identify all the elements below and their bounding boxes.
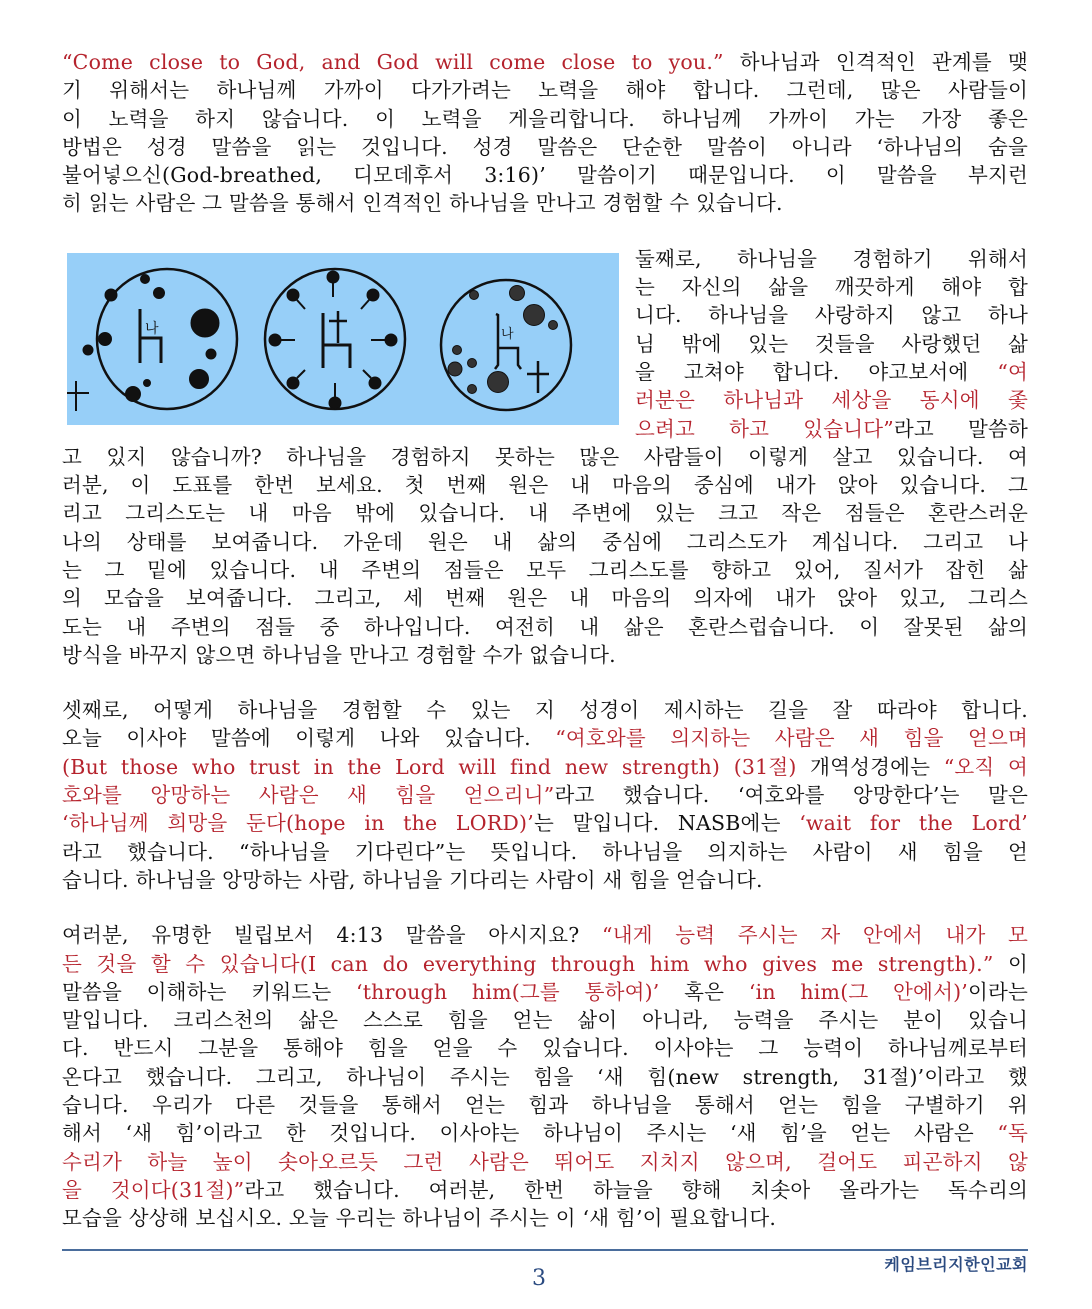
circle-self-with-christ-inside (441, 280, 571, 410)
circle-self-centered (67, 269, 237, 411)
text-line: 도는 내 주변의 점들 중 하나입니다. 여전히 내 삶은 혼란스럽습니다. 이 잘못된 삶의 (62, 614, 1028, 639)
text-line: 을 고쳐야 합니다. 야고보서에 “여 (635, 359, 1028, 384)
text-line: 든 것을 할 수 있습니다(I can do everything through him who gives me strength).” 이 (62, 951, 1028, 976)
text-line: ‘하나님께 희망을 둔다(hope in the LORD)’는 말입니다. NASB에는 ‘wait for the Lord’ (62, 811, 1028, 836)
paragraph-2 (62, 443, 1028, 669)
scripture-quote: “Come close to God, and God will come close to you.” (62, 50, 724, 74)
text-line: 불어넣으신(God-breathed, 디모데후서 3:16)’ 말씀이기 때문입니다. 이 말씀을 부지런 (62, 163, 1028, 188)
text-line: 수리가 하늘 높이 솟아오르듯 그런 사람은 뛰어도 지치지 않으며, 걸어도 피곤하지 않 (62, 1149, 1028, 1174)
figure-block (62, 245, 1028, 443)
text-line: “Come close to God, and God will come close to you.” 하나님과 인격적인 관계를 맺 (62, 50, 1028, 74)
text-line: (But those who trust in the Lord will find new strength) (31절) 개역성경에는 “오직 여 (62, 754, 1028, 779)
text-line: 다. 반드시 그분을 통해야 힘을 얻을 수 있습니다. 이사야는 그 능력이 하나님께로부터 (62, 1036, 1028, 1061)
text-line: 해서 ‘새 힘’이라고 한 것입니다. 이사야는 하나님이 주시는 ‘새 힘’을 얻는 사람은 “독 (62, 1121, 1028, 1146)
svg-text:나: 나 (145, 320, 159, 337)
text-line: 온다고 했습니다. 그리고, 하나님이 주시는 힘을 ‘새 힘(new strength, 31절)’이라고 했 (62, 1064, 1028, 1089)
text-line: 고 있지 않습니까? 하나님을 경험하지 못하는 많은 사람들이 이렇게 살고 있습니다. 여 (62, 444, 1028, 469)
text-line: 러분, 이 도표를 한번 보세요. 첫 번째 원은 내 마음의 중심에 내가 앉아 있습니다. 그 (62, 473, 1028, 498)
text-line: 리고 그리스도는 내 마음 밖에 있습니다. 내 주변에 있는 크고 작은 점들은 혼란스러운 (62, 501, 1028, 526)
church-name: 케임브리지한인교회 (884, 1255, 1028, 1274)
text-line: 는 그 밑에 있습니다. 내 주변의 점들은 모두 그리스도를 향하고 있어, 질서가 잡힌 삶 (62, 557, 1028, 582)
footer-divider (62, 1249, 1028, 1251)
text-line: 이 노력을 하지 않습니다. 이 노력을 게을리합니다. 하나님께 가까이 가는 가장 좋은 (62, 106, 1028, 131)
text-line: 으려고 하고 있습니다”라고 말씀하 (635, 416, 1028, 441)
text-line: 말입니다. 크리스천의 삶은 스스로 힘을 얻는 삶이 아니라, 능력을 주시는 분이 있습니 (62, 1008, 1028, 1033)
side-text (635, 245, 1028, 443)
text-line: 러분은 하나님과 세상을 동시에 좇 (635, 388, 1028, 413)
text-line: 히 읽는 사람은 그 말씀을 통해서 인격적인 하나님을 만나고 경험할 수 있습니다. (62, 191, 783, 216)
circles-diagram-icon (67, 253, 619, 425)
text-line: 방법은 성경 말씀을 읽는 것입니다. 성경 말씀은 단순한 말씀이 아니라 ‘하나님의 숨을 (62, 134, 1028, 159)
text-line: 둘째로, 하나님을 경험하기 위해서 (635, 246, 1028, 271)
text-line: 호와를 앙망하는 사람은 새 힘을 얻으리니”라고 했습니다. ‘여호와를 앙망한다’는 말은 (62, 783, 1028, 808)
text-line: 을 것이다(31절)”라고 했습니다. 여러분, 한번 하늘을 향해 치솟아 올라가는 독수리의 (62, 1177, 1028, 1202)
text-line: 는 자신의 삶을 깨끗하게 해야 합 (635, 275, 1028, 300)
spacer (62, 894, 1028, 921)
text-line: 나의 상태를 보여줍니다. 가운데 원은 내 삶의 중심에 그리스도가 계십니다. 그리고 나 (62, 529, 1028, 554)
text-line: 말씀을 이해하는 키워드는 ‘through him(그를 통하여)’ 혹은 ‘in him(그 안에서)’이라는 (62, 979, 1028, 1004)
text-line: 라고 했습니다. “하나님을 기다린다”는 뜻입니다. 하나님을 의지하는 사람이 새 힘을 얻 (62, 839, 1028, 864)
text-line: 습니다. 우리가 다른 것들을 통해서 얻는 힘과 하나님을 통해서 얻는 힘을 구별하기 위 (62, 1093, 1028, 1118)
circle-christ-centered (265, 269, 405, 409)
text-line: 모습을 상상해 보십시오. 오늘 우리는 하나님이 주시는 이 ‘새 힘’이 필요합니다. (62, 1206, 777, 1231)
document-page (62, 48, 1028, 1233)
text-line: 니다. 하나님을 사랑하지 않고 하나 (635, 303, 1028, 328)
three-circles-diagram (67, 253, 619, 425)
text-line: 기 위해서는 하나님께 가까이 다가가려는 노력을 해야 합니다. 그런데, 많은 사람들이 (62, 78, 1028, 103)
text-line: 님 밖에 있는 것들을 사랑했던 삶 (635, 331, 1028, 356)
spacer (62, 218, 1028, 245)
text-line: 습니다. 하나님을 앙망하는 사람, 하나님을 기다리는 사람이 새 힘을 얻습니다. (62, 867, 763, 892)
text-line: 셋째로, 어떻게 하나님을 경험할 수 있는 지 성경이 제시하는 길을 잘 따라야 합니다. (62, 698, 1028, 723)
spacer (62, 669, 1028, 696)
text-line: 여러분, 유명한 빌립보서 4:13 말씀을 아시지요? “내게 능력 주시는 자 안에서 내가 모 (62, 923, 1028, 948)
paragraph-1 (62, 48, 1028, 218)
text-line: 오늘 이사야 말씀에 이렇게 나와 있습니다. “여호와를 의지하는 사람은 새 힘을 얻으며 (62, 726, 1028, 751)
paragraph-4 (62, 921, 1028, 1232)
paragraph-3 (62, 696, 1028, 894)
text-line: 방식을 바꾸지 않으면 하나님을 만나고 경험할 수가 없습니다. (62, 642, 616, 667)
svg-text:나: 나 (501, 326, 514, 342)
text-line: 의 모습을 보여줍니다. 그리고, 세 번째 원은 내 마음의 의자에 내가 앉아 있고, 그리스 (62, 586, 1028, 611)
page-number: 3 (532, 1266, 546, 1291)
